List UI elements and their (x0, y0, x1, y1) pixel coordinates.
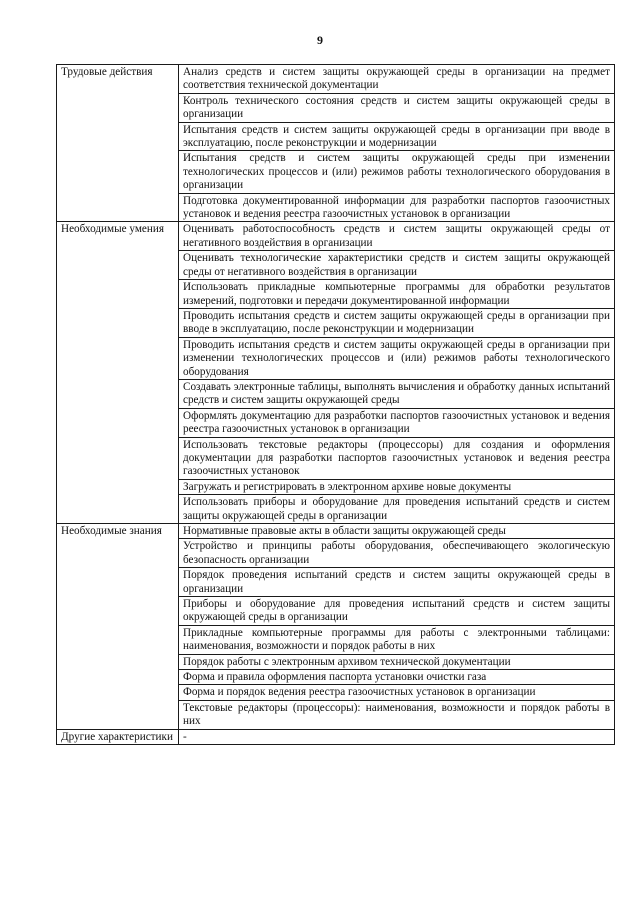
labor-function-table (56, 64, 615, 745)
requirement-item: Оформлять документацию для разработки паспортов газоочистных установок и ведения реестра газоочистных установок в организации (179, 408, 615, 437)
requirement-item: Проводить испытания средств и систем защиты окружающей среды в организации при изменении технологических процессов и (или) режимов работы технологического оборудования (179, 337, 615, 379)
section-label (57, 524, 179, 730)
requirement-item: Использовать текстовые редакторы (процессоры) для создания и оформления документации для разработки паспортов газоочистных установок и ведения реестра газоочистных установок (179, 437, 615, 479)
section-label-text: Необходимые знания (61, 525, 162, 537)
requirement-item: Испытания средств и систем защиты окружающей среды в организации при вводе в эксплуатацию, после реконструкции и модернизации (179, 122, 615, 151)
requirement-item: Проводить испытания средств и систем защиты окружающей среды в организации при вводе в эксплуатацию, после реконструкции и модернизации (179, 308, 615, 337)
table-row (57, 222, 615, 251)
section-label (57, 65, 179, 222)
requirement-item: Приборы и оборудование для проведения испытаний средств и систем защиты окружающей среды в организации (179, 597, 615, 626)
section-label-text: Трудовые действия (61, 66, 153, 78)
section-label (57, 729, 179, 744)
section-label-text: Необходимые умения (61, 223, 164, 236)
requirement-item: Анализ средств и систем защиты окружающей среды в организации на предмет соответствия технической документации (179, 65, 615, 94)
requirement-item: Порядок проведения испытаний средств и систем защиты окружающей среды в организации (179, 568, 615, 597)
requirement-item: Порядок работы с электронным архивом технической документации (179, 654, 615, 669)
requirement-item: Использовать прикладные компьютерные программы для обработки результатов измерений, подготовки и передачи документированной информации (179, 280, 615, 309)
table-row (57, 65, 615, 94)
requirement-item: Нормативные правовые акты в области защиты окружающей среды (179, 524, 615, 539)
requirement-item: Загружать и регистрировать в электронном архиве новые документы (179, 479, 615, 494)
requirement-item: Контроль технического состояния средств и систем защиты окружающей среды в организации (179, 93, 615, 122)
requirement-item: Оценивать работоспособность средств и систем защиты окружающей среды от негативного воздействия в организации (179, 222, 615, 251)
requirement-item: Форма и правила оформления паспорта установки очистки газа (179, 670, 615, 685)
table-row (57, 729, 615, 744)
requirement-item: Использовать приборы и оборудование для проведения испытаний средств и систем защиты окружающей среды в организации (179, 495, 615, 524)
section-label-text: Другие характеристики (61, 730, 173, 743)
requirement-item: Подготовка документированной информации для разработки паспортов газоочистных установок и ведения реестра газоочистных установок в организации (179, 193, 615, 222)
requirement-item: Устройство и принципы работы оборудования, обеспечивающего экологическую безопасность организации (179, 539, 615, 568)
section-label (57, 222, 179, 524)
requirement-item: Испытания средств и систем защиты окружающей среды при изменении технологических процессов и (или) режимов работы технологического оборудования в организации (179, 151, 615, 193)
page-number: 9 (317, 33, 323, 47)
table-row (57, 524, 615, 539)
requirement-item: Оценивать технологические характеристики средств и систем защиты окружающей среды от негативного воздействия в организации (179, 251, 615, 280)
requirement-item: Форма и порядок ведения реестра газоочистных установок в организации (179, 685, 615, 700)
requirement-item: - (179, 729, 615, 744)
requirement-item: Прикладные компьютерные программы для работы с электронными таблицами: наименования, возможности и порядок работы в них (179, 625, 615, 654)
requirement-item: Создавать электронные таблицы, выполнять вычисления и обработку данных испытаний средств и систем защиты окружающей среды (179, 379, 615, 408)
requirement-item: Текстовые редакторы (процессоры): наименования, возможности и порядок работы в них (179, 700, 615, 729)
